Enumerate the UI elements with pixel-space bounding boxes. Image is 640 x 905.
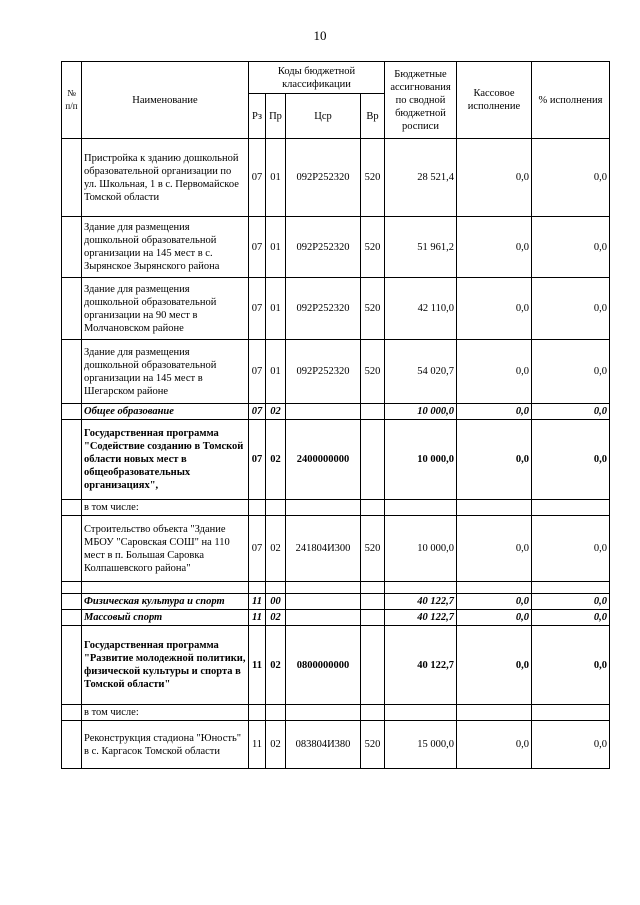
row-rz: 07 bbox=[249, 516, 266, 582]
row-percent: 0,0 bbox=[532, 610, 610, 626]
header-pr: Пр bbox=[266, 94, 286, 139]
row-assign: 40 122,7 bbox=[385, 626, 457, 705]
row-percent: 0,0 bbox=[532, 278, 610, 340]
row-vr bbox=[361, 594, 385, 610]
header-rz: Рз bbox=[249, 94, 266, 139]
row-vr: 520 bbox=[361, 278, 385, 340]
row-name: Строительство объекта "Здание МБОУ "Саровская СОШ" на 110 мест в п. Большая Саровка Колпашевского района" bbox=[82, 516, 249, 582]
header-csr: Цср bbox=[286, 94, 361, 139]
empty-cell bbox=[361, 500, 385, 516]
row-num-cell bbox=[62, 217, 82, 278]
row-name: Государственная программа "Развитие молодежной политики, физической культуры и спорта в Томской области" bbox=[82, 626, 249, 705]
row-csr: 2400000000 bbox=[286, 420, 361, 500]
row-cash: 0,0 bbox=[457, 139, 532, 217]
row-pr: 00 bbox=[266, 594, 286, 610]
row-pr: 02 bbox=[266, 626, 286, 705]
empty-cell bbox=[532, 705, 610, 721]
row-rz: 11 bbox=[249, 594, 266, 610]
row-cash: 0,0 bbox=[457, 404, 532, 420]
row-vr: 520 bbox=[361, 139, 385, 217]
spacer-row bbox=[62, 582, 610, 594]
row-assign: 28 521,4 bbox=[385, 139, 457, 217]
empty-cell bbox=[457, 705, 532, 721]
empty-cell bbox=[286, 705, 361, 721]
page-number: 10 bbox=[313, 28, 327, 43]
row-vr bbox=[361, 404, 385, 420]
empty-cell bbox=[249, 705, 266, 721]
row-vr: 520 bbox=[361, 721, 385, 769]
table-row bbox=[62, 594, 610, 610]
row-num-cell bbox=[62, 610, 82, 626]
row-percent: 0,0 bbox=[532, 516, 610, 582]
row-name: Пристройка к зданию дошкольной образовательной организации по ул. Школьная, 1 в с. Первомайское Томской области bbox=[82, 139, 249, 217]
table-row bbox=[62, 217, 610, 278]
row-name: Государственная программа "Содействие созданию в Томской области новых мест в общеобразовательных организациях", bbox=[82, 420, 249, 500]
row-cash: 0,0 bbox=[457, 626, 532, 705]
row-percent: 0,0 bbox=[532, 420, 610, 500]
row-pr: 02 bbox=[266, 516, 286, 582]
row-cash: 0,0 bbox=[457, 610, 532, 626]
row-vr bbox=[361, 626, 385, 705]
row-assign: 54 020,7 bbox=[385, 340, 457, 404]
row-vr: 520 bbox=[361, 340, 385, 404]
row-csr bbox=[286, 594, 361, 610]
row-num-cell bbox=[62, 420, 82, 500]
empty-cell bbox=[249, 582, 266, 594]
table-row bbox=[62, 139, 610, 217]
row-num-cell bbox=[62, 594, 82, 610]
row-rz: 07 bbox=[249, 278, 266, 340]
row-name: в том числе: bbox=[82, 705, 249, 721]
row-name: Здание для размещения дошкольной образовательной организации на 90 мест в Молчановском районе bbox=[82, 278, 249, 340]
table-row bbox=[62, 500, 610, 516]
row-csr: 241804И300 bbox=[286, 516, 361, 582]
header-cash: Кассовое исполнение bbox=[457, 62, 532, 139]
row-csr: 092P252320 bbox=[286, 278, 361, 340]
row-name: Здание для размещения дошкольной образовательной организации на 145 мест в с. Зырянское Зырянского района bbox=[82, 217, 249, 278]
row-rz: 07 bbox=[249, 217, 266, 278]
empty-cell bbox=[266, 500, 286, 516]
row-pr: 01 bbox=[266, 139, 286, 217]
row-csr: 083804И380 bbox=[286, 721, 361, 769]
row-pr: 01 bbox=[266, 217, 286, 278]
row-rz: 11 bbox=[249, 626, 266, 705]
row-num-cell bbox=[62, 721, 82, 769]
row-cash: 0,0 bbox=[457, 516, 532, 582]
row-vr: 520 bbox=[361, 516, 385, 582]
row-num-cell bbox=[62, 516, 82, 582]
header-num: № п/п bbox=[62, 62, 82, 139]
row-csr: 0800000000 bbox=[286, 626, 361, 705]
table-row bbox=[62, 721, 610, 769]
row-num-cell bbox=[62, 278, 82, 340]
header-vr: Вр bbox=[361, 94, 385, 139]
row-name: в том числе: bbox=[82, 500, 249, 516]
row-cash: 0,0 bbox=[457, 340, 532, 404]
empty-cell bbox=[532, 500, 610, 516]
row-num-cell bbox=[62, 139, 82, 217]
row-pr: 02 bbox=[266, 610, 286, 626]
row-percent: 0,0 bbox=[532, 626, 610, 705]
header-assign: Бюджетные ассигнования по сводной бюджетной росписи bbox=[385, 62, 457, 139]
empty-cell bbox=[361, 582, 385, 594]
row-pr: 02 bbox=[266, 420, 286, 500]
row-assign: 15 000,0 bbox=[385, 721, 457, 769]
row-assign: 10 000,0 bbox=[385, 404, 457, 420]
row-csr: 092P252320 bbox=[286, 340, 361, 404]
empty-cell bbox=[266, 705, 286, 721]
row-percent: 0,0 bbox=[532, 404, 610, 420]
row-num-cell bbox=[62, 340, 82, 404]
empty-cell bbox=[266, 582, 286, 594]
row-rz: 07 bbox=[249, 404, 266, 420]
row-rz: 07 bbox=[249, 139, 266, 217]
row-assign: 42 110,0 bbox=[385, 278, 457, 340]
row-num-cell bbox=[62, 626, 82, 705]
table-row bbox=[62, 610, 610, 626]
empty-cell bbox=[82, 582, 249, 594]
row-assign: 40 122,7 bbox=[385, 610, 457, 626]
empty-cell bbox=[249, 500, 266, 516]
row-pr: 01 bbox=[266, 340, 286, 404]
row-percent: 0,0 bbox=[532, 594, 610, 610]
table-row bbox=[62, 404, 610, 420]
row-csr: 092P252320 bbox=[286, 139, 361, 217]
row-assign: 10 000,0 bbox=[385, 516, 457, 582]
row-rz: 07 bbox=[249, 340, 266, 404]
row-assign: 51 961,2 bbox=[385, 217, 457, 278]
empty-cell bbox=[385, 500, 457, 516]
table-row bbox=[62, 705, 610, 721]
row-assign: 10 000,0 bbox=[385, 420, 457, 500]
row-percent: 0,0 bbox=[532, 721, 610, 769]
row-rz: 07 bbox=[249, 420, 266, 500]
row-pr: 02 bbox=[266, 404, 286, 420]
row-cash: 0,0 bbox=[457, 420, 532, 500]
empty-cell bbox=[286, 582, 361, 594]
empty-cell bbox=[532, 582, 610, 594]
table-row bbox=[62, 278, 610, 340]
row-csr: 092P252320 bbox=[286, 217, 361, 278]
row-num-cell bbox=[62, 500, 82, 516]
row-rz: 11 bbox=[249, 610, 266, 626]
row-vr bbox=[361, 420, 385, 500]
budget-table bbox=[61, 61, 610, 769]
row-cash: 0,0 bbox=[457, 217, 532, 278]
empty-cell bbox=[361, 705, 385, 721]
table-row bbox=[62, 420, 610, 500]
row-csr bbox=[286, 404, 361, 420]
empty-cell bbox=[62, 582, 82, 594]
row-name: Массовый спорт bbox=[82, 610, 249, 626]
row-cash: 0,0 bbox=[457, 721, 532, 769]
row-percent: 0,0 bbox=[532, 217, 610, 278]
row-cash: 0,0 bbox=[457, 594, 532, 610]
empty-cell bbox=[286, 500, 361, 516]
table-row bbox=[62, 626, 610, 705]
row-name: Физическая культура и спорт bbox=[82, 594, 249, 610]
row-name: Общее образование bbox=[82, 404, 249, 420]
row-num-cell bbox=[62, 404, 82, 420]
row-vr: 520 bbox=[361, 217, 385, 278]
empty-cell bbox=[385, 582, 457, 594]
row-csr bbox=[286, 610, 361, 626]
table-row bbox=[62, 516, 610, 582]
row-cash: 0,0 bbox=[457, 278, 532, 340]
row-percent: 0,0 bbox=[532, 139, 610, 217]
empty-cell bbox=[457, 582, 532, 594]
row-name: Реконструкция стадиона "Юность" в с. Каргасок Томской области bbox=[82, 721, 249, 769]
row-name: Здание для размещения дошкольной образовательной организации на 145 мест в Шегарском районе bbox=[82, 340, 249, 404]
row-assign: 40 122,7 bbox=[385, 594, 457, 610]
row-num-cell bbox=[62, 705, 82, 721]
table-row bbox=[62, 340, 610, 404]
empty-cell bbox=[457, 500, 532, 516]
row-pr: 01 bbox=[266, 278, 286, 340]
row-vr bbox=[361, 610, 385, 626]
header-name: Наименование bbox=[82, 62, 249, 139]
empty-cell bbox=[385, 705, 457, 721]
row-pr: 02 bbox=[266, 721, 286, 769]
header-codes-group: Коды бюджетной классификации bbox=[249, 62, 385, 94]
row-rz: 11 bbox=[249, 721, 266, 769]
row-percent: 0,0 bbox=[532, 340, 610, 404]
header-percent: % исполнения bbox=[532, 62, 610, 139]
